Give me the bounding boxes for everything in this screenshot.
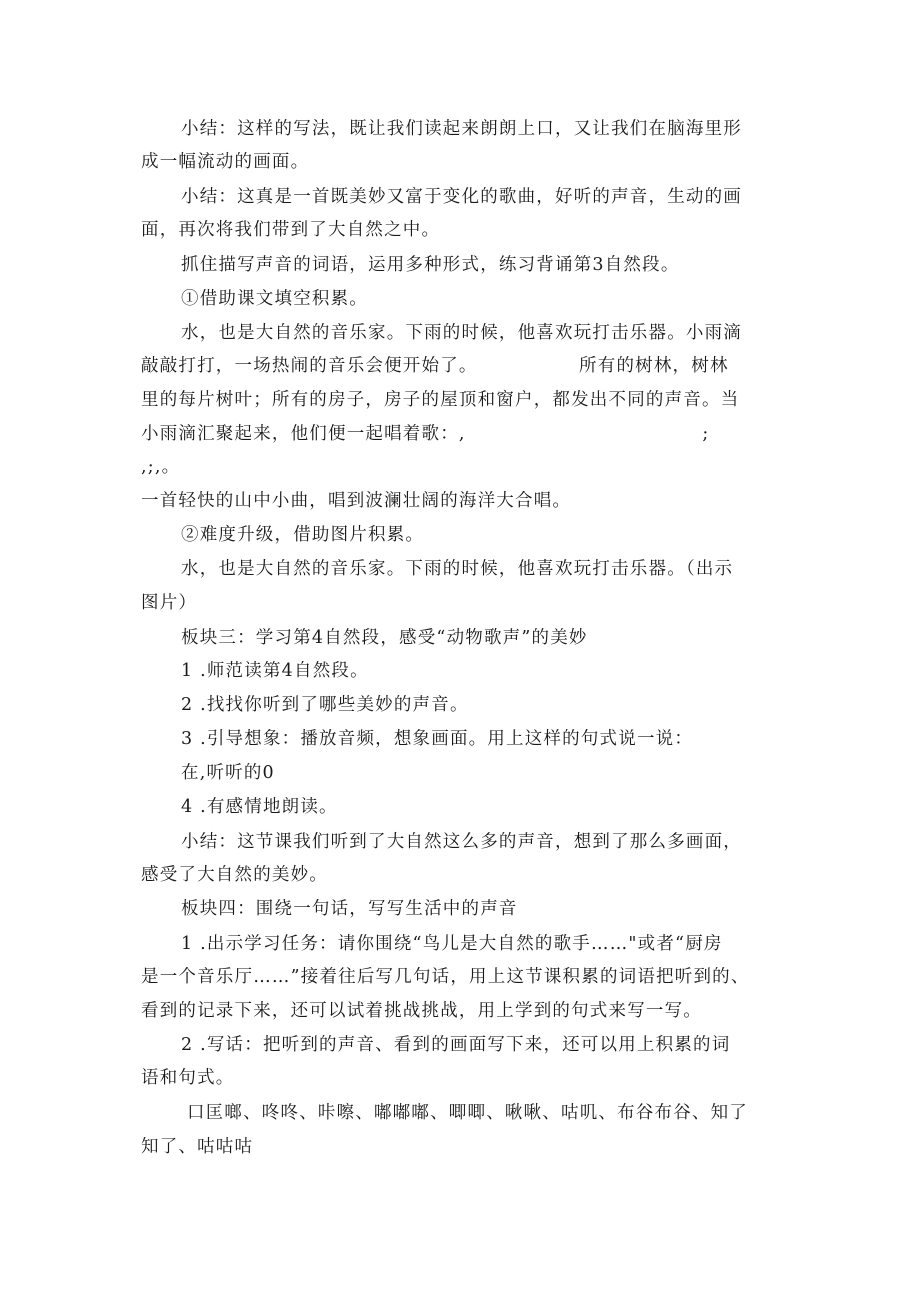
paragraph-line: 小结：这节课我们听到了大自然这么多的声音，想到了那么多画面， [181, 832, 742, 852]
list-item: 3 .引导想象：播放音频，想象画面。用上这样的句式说一说： [181, 729, 694, 749]
section-heading: 板块三：学习第4自然段，感受“动物歌声”的美妙 [181, 628, 588, 648]
paragraph-line: 图片） [141, 593, 198, 613]
word-bank-line: 知了、咕咕咕 [141, 1137, 254, 1157]
paragraph-line: 水，也是大自然的音乐家。下雨的时候，他喜欢玩打击乐器。小雨滴 [181, 323, 742, 343]
paragraph-line: 小结：这真是一首既美妙又富于变化的歌曲，好听的声音，生动的画 [181, 187, 742, 207]
paragraph-line: 小结：这样的写法，既让我们读起来朗朗上口，又让我们在脑海里形 [181, 119, 742, 139]
paragraph-line: 抓住描写声音的词语，运用多种形式，练习背诵第3自然段。 [181, 255, 680, 275]
list-item: 1 .出示学习任务：请你围绕“鸟儿是大自然的歌手……"或者“厨房 [181, 934, 723, 954]
section-heading: 板块四：围绕一句话，写写生活中的声音 [181, 899, 518, 919]
paragraph-line: 小雨滴汇聚起来，他们便一起唱着歌：, ; [141, 424, 710, 444]
paragraph-line: 里的每片树叶；所有的房子，房子的屋顶和窗户，都发出不同的声音。当 [141, 390, 740, 410]
paragraph-line: 在,听听的0 [181, 763, 275, 783]
paragraph-line: ①借助课文填空积累。 [181, 289, 368, 309]
paragraph-line: 是一个音乐厅……”接着往后写几句话，用上这节课积累的词语把听到的、 [141, 967, 750, 987]
list-item: 2 .找找你听到了哪些美妙的声音。 [181, 695, 469, 715]
paragraph-line: 敲敲打打，一场热闹的音乐会便开始了。 所有的树林，树林 [141, 356, 729, 376]
paragraph-line: 面，再次将我们带到了大自然之中。 [141, 220, 441, 240]
list-item: 4 .有感情地朗读。 [181, 797, 338, 817]
paragraph-line: 成一幅流动的画面。 [141, 152, 310, 172]
paragraph-line: 语和句式。 [141, 1068, 235, 1088]
paragraph-line: 一首轻快的山中小曲，唱到波澜壮阔的海洋大合唱。 [141, 491, 572, 511]
paragraph-line: 看到的记录下来，还可以试着挑战挑战，用上学到的句式来写一写。 [141, 1001, 702, 1021]
paragraph-line: 感受了大自然的美妙。 [141, 865, 328, 885]
list-item: 2 .写话：把听到的声音、看到的画面写下来，还可以用上积累的词 [181, 1035, 731, 1055]
word-bank-line: 口匡啷、咚咚、咔嚓、嘟嘟嘟、唧唧、啾啾、咕叽、布谷布谷、知了 [187, 1103, 748, 1123]
paragraph-line: ②难度升级，借助图片积累。 [181, 525, 425, 545]
list-item: 1 .师范读第4自然段。 [181, 661, 369, 681]
paragraph-line: ,;,。 [141, 457, 181, 477]
paragraph-line: 水，也是大自然的音乐家。下雨的时候，他喜欢玩打击乐器。（出示 [181, 559, 734, 579]
